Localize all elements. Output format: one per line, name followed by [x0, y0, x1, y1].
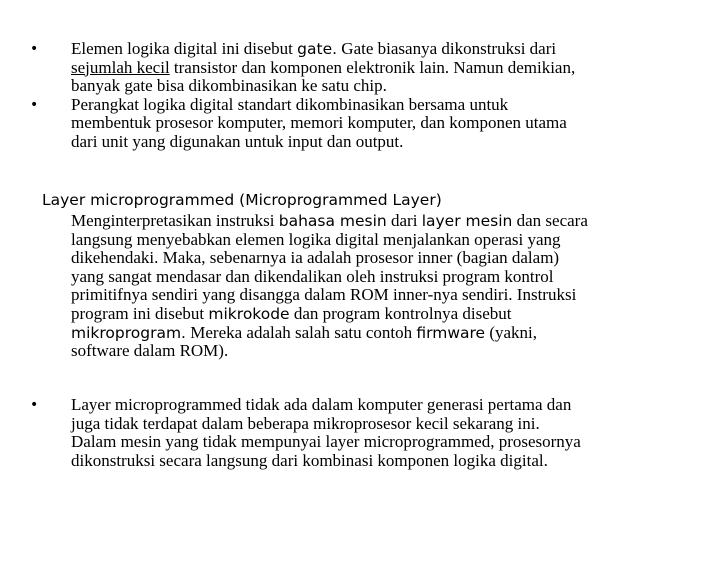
text-run: Elemen logika digital ini disebut — [71, 39, 298, 58]
bullet-text — [71, 40, 698, 96]
bullet-item-layer — [30, 396, 698, 470]
emphasis-term: sejumlah kecil — [71, 57, 170, 77]
emphasis-term: firmware — [416, 323, 486, 342]
text-run: software dalam ROM). — [71, 341, 229, 361]
text-line — [71, 286, 691, 305]
text-line — [71, 268, 691, 287]
emphasis-term: mikrokode — [208, 304, 290, 323]
text-line — [71, 433, 698, 452]
text-line — [71, 415, 698, 434]
text-run: membentuk prosesor komputer, memori komputer, dan komponen utama — [71, 113, 567, 133]
emphasis-term: mikroprogram. — [71, 323, 186, 342]
bullet-item-gate — [30, 40, 698, 96]
text-run: (yakni, — [485, 322, 538, 342]
emphasis-term: gate. — [297, 40, 338, 58]
text-run: langsung menyebabkan elemen logika digital menjalankan operasi yang — [71, 229, 561, 249]
text-line — [71, 452, 698, 471]
text-line — [71, 133, 698, 152]
bullet-item-perangkat — [30, 96, 698, 152]
emphasis-term: layer mesin — [421, 212, 513, 230]
bullet-list-bottom — [30, 396, 698, 470]
section-paragraph — [71, 212, 691, 361]
text-run: dikehendaki. Maka, sebenarnya ia adalah prosesor inner (bagian dalam) — [71, 248, 560, 268]
text-run: Menginterpretasikan instruksi — [71, 211, 279, 230]
text-run: primitifnya sendiri yang disangga dalam ROM inner-nya sendiri. Instruksi — [71, 285, 577, 305]
text-line — [71, 396, 698, 415]
text-line — [71, 96, 698, 115]
text-line — [71, 114, 698, 133]
text-line — [71, 324, 691, 343]
text-line — [71, 40, 698, 59]
text-line — [71, 342, 691, 361]
text-line — [71, 231, 691, 250]
text-run: juga tidak terdapat dalam beberapa mikroprosesor kecil sekarang ini. — [71, 413, 540, 433]
text-line — [71, 305, 691, 324]
bullet-text — [71, 96, 698, 152]
bullet-icon: • — [30, 96, 39, 113]
text-run: dikonstruksi secara langsung dari kombinasi komponen logika digital. — [71, 450, 548, 470]
text-run: Gate biasanya dikonstruksi dari — [337, 39, 557, 58]
text-line — [71, 212, 691, 231]
bullet-icon: • — [30, 41, 39, 57]
text-run: banyak gate bisa dikombinasikan ke satu chip. — [71, 76, 387, 96]
emphasis-term: bahasa mesin — [278, 212, 387, 230]
text-run: program ini disebut — [71, 303, 209, 323]
bullet-icon: • — [30, 397, 39, 413]
text-run: Perangkat logika digital standart dikombinasikan bersama untuk — [71, 94, 509, 114]
text-run: Mereka adalah salah satu contoh — [186, 322, 417, 342]
text-run: Layer microprogrammed tidak ada dalam komputer generasi pertama dan — [71, 395, 572, 414]
bullet-list-top — [30, 40, 698, 152]
text-line — [71, 249, 691, 268]
text-run: dari — [386, 211, 422, 230]
text-line — [71, 59, 698, 78]
section-heading: Layer microprogrammed (Microprogrammed Layer) — [42, 191, 442, 209]
text-run: Dalam mesin yang tidak mempunyai layer microprogrammed, prosesornya — [71, 432, 581, 452]
text-run: dan program kontrolnya disebut — [289, 303, 512, 323]
text-run: dari unit yang digunakan untuk input dan output. — [71, 131, 404, 151]
bullet-text — [71, 396, 698, 470]
text-line — [71, 77, 698, 96]
text-run: yang sangat mendasar dan dikendalikan oleh instruksi program kontrol — [71, 266, 554, 286]
text-run: transistor dan komponen elektronik lain. Namun demikian, — [169, 57, 576, 77]
text-run: dan secara — [512, 211, 588, 230]
